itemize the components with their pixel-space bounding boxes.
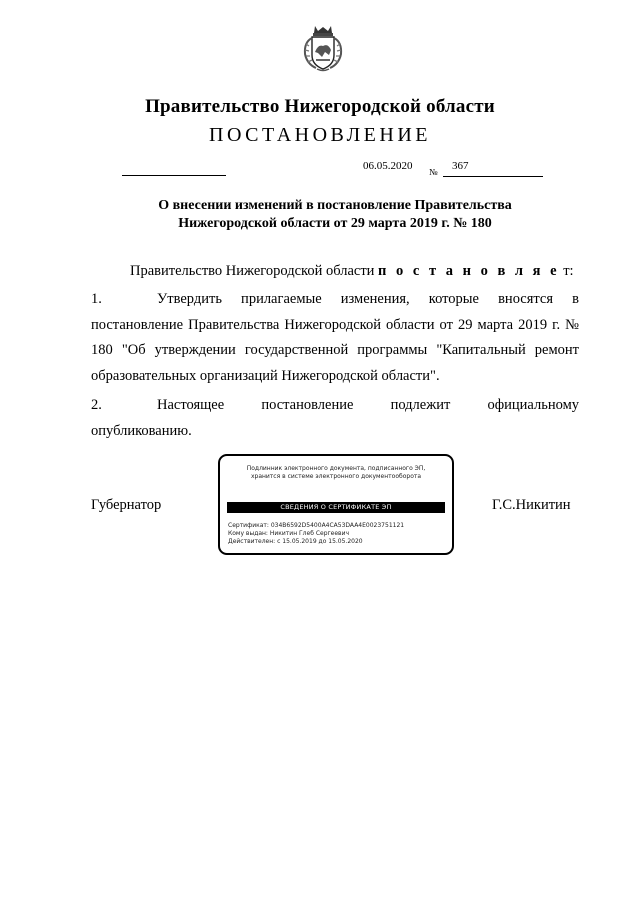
stamp-validity: Действителен: с 15.05.2019 до 15.05.2020	[228, 538, 363, 545]
document-date: 06.05.2020	[363, 160, 413, 172]
number-sign: №	[429, 167, 438, 177]
item-2-number: 2.	[91, 397, 102, 413]
document-type: ПОСТАНОВЛЕНИЕ	[209, 124, 431, 146]
signer-name: Г.С.Никитин	[492, 497, 571, 513]
date-blank-line	[122, 175, 226, 176]
stamp-issued-to: Кому выдан: Никитин Глеб Сергеевич	[228, 530, 350, 537]
stamp-certificate-header: СВЕДЕНИЯ О СЕРТИФИКАТЕ ЭП	[227, 502, 445, 513]
stamp-note-line-2: хранится в системе электронного документооборота	[250, 473, 422, 480]
stamp-note	[220, 465, 452, 481]
intro-resolves: п о с т а н о в л я е	[378, 263, 560, 279]
intro-prefix: Правительство Нижегородской области	[130, 263, 379, 279]
resolution-item-1	[91, 287, 579, 389]
stamp-certificate-id: Сертификат: 034B6592D5400A4CA53DAA4E0023751121	[228, 522, 405, 529]
coat-of-arms-icon	[302, 22, 344, 72]
government-name: Правительство Нижегородской области	[145, 96, 495, 117]
electronic-signature-stamp	[218, 454, 454, 555]
signer-title: Губернатор	[91, 497, 162, 513]
item-2-text: Настоящее постановление подлежит официальному опубликованию.	[91, 397, 579, 439]
number-underline	[443, 176, 543, 177]
intro-suffix: т:	[559, 263, 574, 279]
stamp-note-line-1: Подлинник электронного документа, подписанного ЭП,	[246, 465, 426, 472]
document-subject	[90, 197, 580, 233]
resolution-intro	[91, 259, 579, 285]
subject-line-2: Нижегородской области от 29 марта 2019 г. № 180	[178, 216, 492, 231]
document-number: 367	[452, 160, 469, 172]
subject-line-1: О внесении изменений в постановление Правительства	[158, 198, 512, 213]
stamp-certificate-details	[228, 522, 404, 546]
item-1-text: Утвердить прилагаемые изменения, которые вносятся в постановление Правительства Нижегородской области от 29 марта 2019 г. № 180 "Об утверждении государственной программы "Капитальный ремонт образовательных организаций Нижегородской области".	[91, 291, 579, 384]
item-1-number: 1.	[91, 291, 102, 307]
resolution-item-2	[91, 393, 579, 444]
